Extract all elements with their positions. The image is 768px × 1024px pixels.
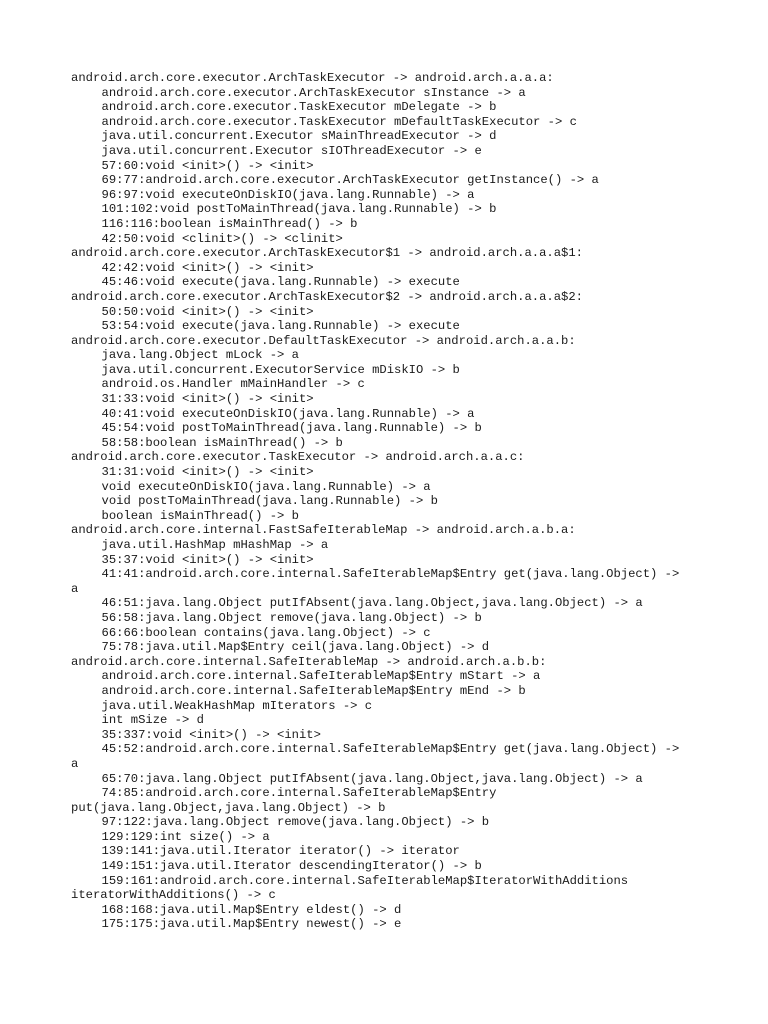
text-line: android.arch.core.executor.DefaultTaskExecutor -> android.arch.a.a.b: [71, 333, 576, 348]
text-line: 74:85:android.arch.core.internal.SafeIterableMap$Entry [101, 786, 497, 801]
text-line: 45:46:void execute(java.lang.Runnable) -> execute [101, 275, 460, 290]
text-line: 175:175:java.util.Map$Entry newest() -> e [101, 917, 402, 932]
text-line: android.arch.core.executor.TaskExecutor mDelegate -> b [101, 100, 497, 115]
text-line: 42:42:void <init>() -> <init> [101, 260, 314, 275]
text-line: 101:102:void postToMainThread(java.lang.Runnable) -> b [101, 202, 497, 217]
text-line: 40:41:void executeOnDiskIO(java.lang.Runnable) -> a [101, 406, 475, 421]
text-line: put(java.lang.Object,java.lang.Object) -> b [71, 800, 386, 815]
text-line: android.arch.core.executor.ArchTaskExecutor sInstance -> a [101, 85, 526, 100]
text-line: 31:31:void <init>() -> <init> [101, 465, 314, 480]
text-line: iteratorWithAdditions() -> c [71, 888, 276, 903]
text-line: android.arch.core.executor.ArchTaskExecutor$1 -> android.arch.a.a.a$1: [71, 246, 583, 261]
text-line: android.arch.core.executor.TaskExecutor -> android.arch.a.a.c: [71, 450, 525, 465]
document-body [71, 71, 711, 932]
text-line: 35:337:void <init>() -> <init> [101, 727, 321, 742]
text-line: android.arch.core.internal.SafeIterableMap$Entry mEnd -> b [101, 683, 526, 698]
text-line: 97:122:java.lang.Object remove(java.lang.Object) -> b [101, 815, 490, 830]
text-line: 139:141:java.util.Iterator iterator() -> iterator [101, 844, 460, 859]
text-line: android.os.Handler mMainHandler -> c [101, 377, 365, 392]
text-line: a [71, 756, 79, 771]
text-line: 41:41:android.arch.core.internal.SafeIterableMap$Entry get(java.lang.Object) -> [101, 567, 680, 582]
text-line: java.util.WeakHashMap mIterators -> c [101, 698, 373, 713]
text-line: int mSize -> d [101, 713, 204, 728]
text-line: android.arch.core.executor.TaskExecutor mDefaultTaskExecutor -> c [101, 114, 577, 129]
text-line: 96:97:void executeOnDiskIO(java.lang.Runnable) -> a [101, 187, 475, 202]
text-line: 129:129:int size() -> a [101, 829, 270, 844]
text-line: 168:168:java.util.Map$Entry eldest() -> d [101, 902, 402, 917]
text-line: 45:52:android.arch.core.internal.SafeIterableMap$Entry get(java.lang.Object) -> [101, 742, 680, 757]
text-line: 159:161:android.arch.core.internal.SafeIterableMap$IteratorWithAdditions [101, 873, 629, 888]
text-line: 149:151:java.util.Iterator descendingIterator() -> b [101, 859, 482, 874]
text-line: android.arch.core.internal.FastSafeIterableMap -> android.arch.a.b.a: [71, 523, 576, 538]
text-line: android.arch.core.executor.ArchTaskExecutor$2 -> android.arch.a.a.a$2: [71, 289, 583, 304]
text-line: 35:37:void <init>() -> <init> [101, 552, 314, 567]
text-line: java.lang.Object mLock -> a [101, 348, 299, 363]
text-line: boolean isMainThread() -> b [101, 508, 299, 523]
text-line: 57:60:void <init>() -> <init> [101, 158, 314, 173]
text-line: 50:50:void <init>() -> <init> [101, 304, 314, 319]
text-line: 75:78:java.util.Map$Entry ceil(java.lang.Object) -> d [101, 640, 490, 655]
text-line: 69:77:android.arch.core.executor.ArchTaskExecutor getInstance() -> a [101, 173, 599, 188]
text-line: 66:66:boolean contains(java.lang.Object) -> c [101, 625, 431, 640]
text-line: android.arch.core.internal.SafeIterableMap -> android.arch.a.b.b: [71, 654, 547, 669]
text-line: 53:54:void execute(java.lang.Runnable) -> execute [101, 319, 460, 334]
text-line: 65:70:java.lang.Object putIfAbsent(java.lang.Object,java.lang.Object) -> a [101, 771, 643, 786]
text-line: java.util.concurrent.Executor sMainThreadExecutor -> d [101, 129, 497, 144]
text-line: 46:51:java.lang.Object putIfAbsent(java.lang.Object,java.lang.Object) -> a [101, 596, 643, 611]
text-line: void executeOnDiskIO(java.lang.Runnable) -> a [101, 479, 431, 494]
text-line: java.util.concurrent.Executor sIOThreadExecutor -> e [101, 143, 482, 158]
text-line: 42:50:void <clinit>() -> <clinit> [101, 231, 343, 246]
text-line: a [71, 581, 79, 596]
text-line: void postToMainThread(java.lang.Runnable) -> b [101, 494, 438, 509]
text-line: 31:33:void <init>() -> <init> [101, 392, 314, 407]
text-line: android.arch.core.internal.SafeIterableMap$Entry mStart -> a [101, 669, 541, 684]
text-line: 58:58:boolean isMainThread() -> b [101, 435, 343, 450]
text-line: java.util.HashMap mHashMap -> a [101, 538, 329, 552]
text-line: 116:116:boolean isMainThread() -> b [101, 216, 358, 231]
text-line: java.util.concurrent.ExecutorService mDiskIO -> b [101, 362, 460, 377]
text-line: android.arch.core.executor.ArchTaskExecutor -> android.arch.a.a.a: [71, 71, 554, 85]
text-line: 56:58:java.lang.Object remove(java.lang.Object) -> b [101, 610, 482, 625]
text-line: 45:54:void postToMainThread(java.lang.Runnable) -> b [101, 421, 482, 436]
